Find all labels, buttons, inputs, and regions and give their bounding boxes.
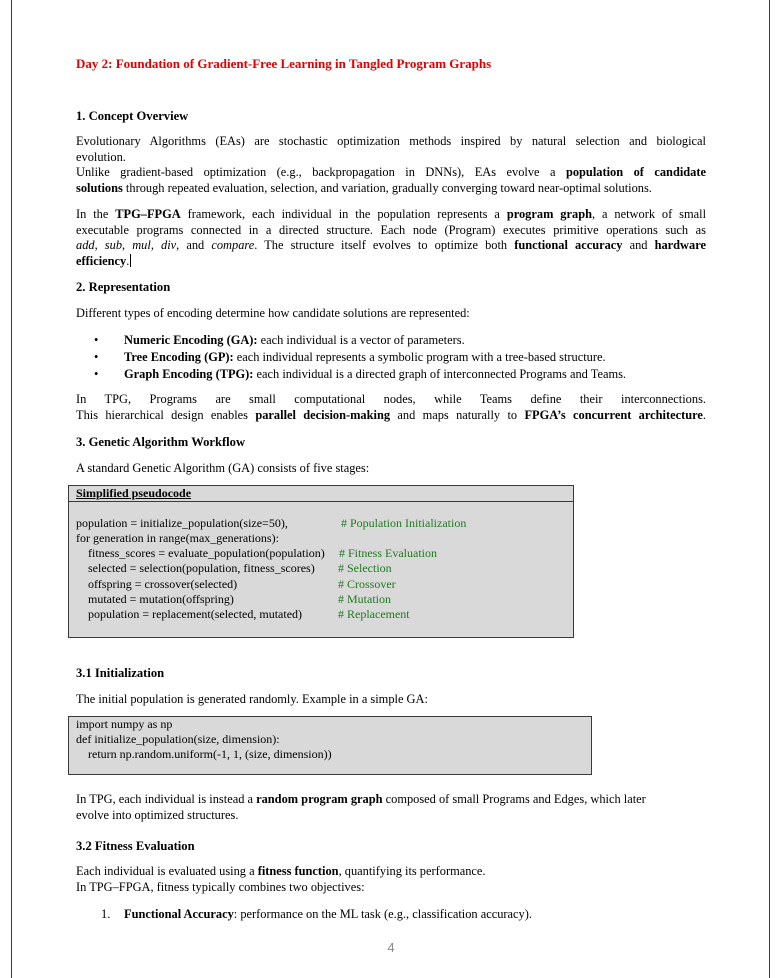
text-line: In the TPG–FPGA framework, each individual in the population represents a program graph, a network of small — [76, 207, 707, 221]
code-comment: # Selection — [338, 561, 392, 575]
section-3-1-paragraph — [76, 792, 706, 823]
code-snippet-box — [68, 716, 592, 775]
code-comment: # Population Initialization — [341, 516, 467, 530]
code-line: offspring = crossover(selected) — [76, 577, 238, 591]
list-item: • Numeric Encoding (GA): each individual is a vector of parameters. — [94, 333, 465, 347]
text-line: add, sub, mul, div, and compare. The structure itself evolves to optimize both functional accuracy and hardware — [76, 238, 706, 253]
section-1-paragraph-1 — [76, 134, 706, 196]
code-line: mutated = mutation(offspring) — [76, 592, 234, 606]
section-3-intro: A standard Genetic Algorithm (GA) consists of five stages: — [76, 461, 370, 475]
section-2-paragraph — [76, 392, 706, 423]
code-line: import numpy as np — [76, 717, 173, 731]
list-number: 1. — [101, 907, 111, 921]
text-line: In TPG, each individual is instead a random program graph composed of small Programs and Edges, which later — [76, 792, 646, 806]
text-line: Unlike gradient-based optimization (e.g., backpropagation in DNNs), EAs evolve a population of candidate — [76, 165, 706, 180]
pseudocode-box — [68, 485, 574, 638]
section-1-paragraph-2 — [76, 207, 706, 269]
section-2-heading: 2. Representation — [76, 280, 171, 294]
document-title: Day 2: Foundation of Gradient-Free Learning in Tangled Program Graphs — [76, 56, 492, 71]
text-line: evolve into optimized structures. — [76, 807, 239, 822]
code-comment: # Mutation — [338, 592, 391, 606]
bullet-icon: • — [94, 333, 99, 347]
code-line: population = initialize_population(size=50), — [76, 516, 288, 530]
section-1-heading: 1. Concept Overview — [76, 109, 189, 123]
code-line: def initialize_population(size, dimension): — [76, 732, 280, 746]
text-line: executable programs connected in a directed structure. Each node (Program) executes primitive operations such as — [76, 222, 706, 237]
code-line: return np.random.uniform(-1, 1, (size, dimension)) — [76, 747, 332, 761]
pseudocode-title: Simplified pseudocode — [69, 486, 573, 502]
code-comment: # Crossover — [338, 577, 396, 591]
fitness-objectives-list — [76, 907, 706, 924]
text-line: solutions through repeated evaluation, selection, and variation, gradually converging toward near-optimal solutions. — [76, 180, 652, 195]
text-line: efficiency. — [76, 253, 130, 268]
text-line: evolution. — [76, 149, 126, 164]
section-3-1-intro: The initial population is generated randomly. Example in a simple GA: — [76, 692, 428, 706]
section-3-1-heading: 3.1 Initialization — [76, 666, 165, 680]
text-cursor — [130, 254, 131, 267]
encoding-bullet-list — [76, 333, 706, 385]
section-2-intro: Different types of encoding determine how candidate solutions are represented: — [76, 306, 470, 320]
code-comment: # Replacement — [338, 607, 410, 621]
text-line: In TPG, Programs are small computational nodes, while Teams define their interconnections. — [76, 392, 706, 406]
section-3-2-paragraph — [76, 864, 706, 895]
text-line: Evolutionary Algorithms (EAs) are stochastic optimization methods inspired by natural selection and biological — [76, 134, 706, 148]
list-item: • Graph Encoding (TPG): each individual is a directed graph of interconnected Programs and Teams. — [94, 367, 626, 382]
list-item: • Tree Encoding (GP): each individual represents a symbolic program with a tree-based structure. — [94, 350, 606, 365]
bullet-icon: • — [94, 350, 99, 365]
bullet-icon: • — [94, 367, 99, 382]
code-line: fitness_scores = evaluate_population(population) — [76, 546, 325, 560]
section-3-heading: 3. Genetic Algorithm Workflow — [76, 435, 246, 449]
list-item: 1. Functional Accuracy: performance on the ML task (e.g., classification accuracy). — [101, 907, 532, 921]
code-line: for generation in range(max_generations): — [76, 531, 279, 545]
text-line: Each individual is evaluated using a fitness function, quantifying its performance. — [76, 864, 486, 878]
text-line: In TPG–FPGA, fitness typically combines two objectives: — [76, 879, 365, 894]
text-line: This hierarchical design enables parallel decision-making and maps naturally to FPGA’s concurrent architecture. — [76, 407, 706, 422]
code-line: population = replacement(selected, mutated) — [76, 607, 303, 621]
page-number: 4 — [387, 940, 395, 955]
code-line: selected = selection(population, fitness_scores) — [76, 561, 315, 575]
code-comment: # Fitness Evaluation — [339, 546, 437, 560]
section-3-2-heading: 3.2 Fitness Evaluation — [76, 839, 195, 853]
